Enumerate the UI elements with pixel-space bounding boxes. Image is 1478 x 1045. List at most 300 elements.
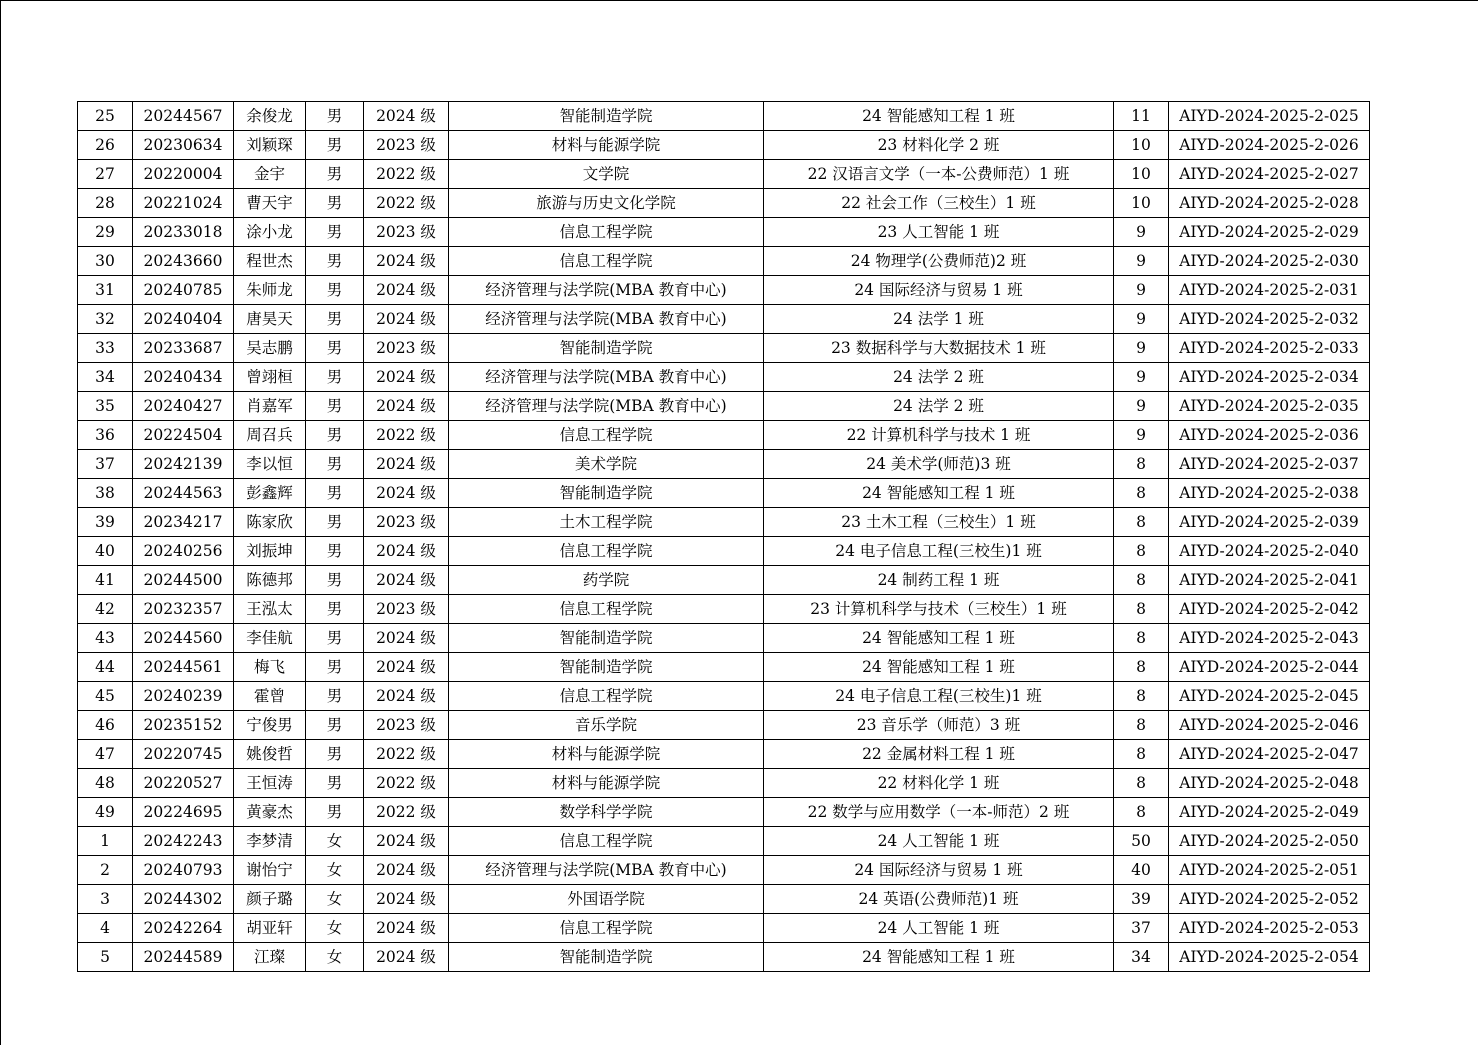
seq-cell: 30 (78, 247, 133, 276)
grade-cell: 2023 级 (364, 218, 449, 247)
seq-cell: 49 (78, 798, 133, 827)
score-cell: 8 (1114, 798, 1169, 827)
class-cell: 22 计算机科学与技术 1 班 (764, 421, 1114, 450)
cert-number-cell: AIYD-2024-2025-2-052 (1169, 885, 1370, 914)
gender-cell: 男 (306, 392, 364, 421)
college-cell: 经济管理与法学院(MBA 教育中心) (449, 363, 764, 392)
table-row (78, 276, 1370, 305)
student-id-cell: 20240239 (133, 682, 234, 711)
student-id-cell: 20235152 (133, 711, 234, 740)
gender-cell: 男 (306, 160, 364, 189)
class-cell: 24 智能感知工程 1 班 (764, 102, 1114, 131)
score-cell: 40 (1114, 856, 1169, 885)
class-cell: 24 法学 2 班 (764, 392, 1114, 421)
score-cell: 8 (1114, 682, 1169, 711)
score-cell: 9 (1114, 247, 1169, 276)
grade-cell: 2023 级 (364, 711, 449, 740)
name-cell: 余俊龙 (234, 102, 306, 131)
student-id-cell: 20244561 (133, 653, 234, 682)
cert-number-cell: AIYD-2024-2025-2-051 (1169, 856, 1370, 885)
class-cell: 24 美术学(师范)3 班 (764, 450, 1114, 479)
gender-cell: 女 (306, 914, 364, 943)
cert-number-cell: AIYD-2024-2025-2-028 (1169, 189, 1370, 218)
cert-number-cell: AIYD-2024-2025-2-040 (1169, 537, 1370, 566)
name-cell: 姚俊哲 (234, 740, 306, 769)
score-cell: 8 (1114, 508, 1169, 537)
student-table (77, 101, 1370, 972)
cert-number-cell: AIYD-2024-2025-2-031 (1169, 276, 1370, 305)
seq-cell: 34 (78, 363, 133, 392)
grade-cell: 2024 级 (364, 102, 449, 131)
grade-cell: 2024 级 (364, 653, 449, 682)
table-row (78, 827, 1370, 856)
class-cell: 23 计算机科学与技术（三校生）1 班 (764, 595, 1114, 624)
college-cell: 智能制造学院 (449, 479, 764, 508)
gender-cell: 男 (306, 189, 364, 218)
college-cell: 文学院 (449, 160, 764, 189)
class-cell: 24 人工智能 1 班 (764, 914, 1114, 943)
gender-cell: 男 (306, 334, 364, 363)
cert-number-cell: AIYD-2024-2025-2-039 (1169, 508, 1370, 537)
name-cell: 彭鑫辉 (234, 479, 306, 508)
gender-cell: 男 (306, 218, 364, 247)
seq-cell: 2 (78, 856, 133, 885)
class-cell: 22 金属材料工程 1 班 (764, 740, 1114, 769)
class-cell: 23 土木工程（三校生）1 班 (764, 508, 1114, 537)
college-cell: 美术学院 (449, 450, 764, 479)
score-cell: 39 (1114, 885, 1169, 914)
grade-cell: 2022 级 (364, 160, 449, 189)
grade-cell: 2023 级 (364, 595, 449, 624)
class-cell: 24 人工智能 1 班 (764, 827, 1114, 856)
table-row (78, 421, 1370, 450)
table-row (78, 798, 1370, 827)
seq-cell: 36 (78, 421, 133, 450)
college-cell: 经济管理与法学院(MBA 教育中心) (449, 856, 764, 885)
grade-cell: 2022 级 (364, 740, 449, 769)
seq-cell: 32 (78, 305, 133, 334)
student-id-cell: 20244567 (133, 102, 234, 131)
class-cell: 24 国际经济与贸易 1 班 (764, 856, 1114, 885)
class-cell: 22 社会工作（三校生）1 班 (764, 189, 1114, 218)
cert-number-cell: AIYD-2024-2025-2-029 (1169, 218, 1370, 247)
cert-number-cell: AIYD-2024-2025-2-046 (1169, 711, 1370, 740)
table-row (78, 711, 1370, 740)
grade-cell: 2023 级 (364, 131, 449, 160)
grade-cell: 2024 级 (364, 624, 449, 653)
gender-cell: 男 (306, 131, 364, 160)
seq-cell: 27 (78, 160, 133, 189)
seq-cell: 35 (78, 392, 133, 421)
table-row (78, 566, 1370, 595)
class-cell: 22 材料化学 1 班 (764, 769, 1114, 798)
table-row (78, 885, 1370, 914)
grade-cell: 2024 级 (364, 537, 449, 566)
cert-number-cell: AIYD-2024-2025-2-027 (1169, 160, 1370, 189)
college-cell: 经济管理与法学院(MBA 教育中心) (449, 276, 764, 305)
name-cell: 涂小龙 (234, 218, 306, 247)
name-cell: 吴志鹏 (234, 334, 306, 363)
score-cell: 10 (1114, 131, 1169, 160)
college-cell: 智能制造学院 (449, 102, 764, 131)
table-row (78, 508, 1370, 537)
seq-cell: 5 (78, 943, 133, 972)
table-body (78, 102, 1370, 972)
score-cell: 9 (1114, 421, 1169, 450)
grade-cell: 2024 级 (364, 827, 449, 856)
student-id-cell: 20244560 (133, 624, 234, 653)
table-row (78, 914, 1370, 943)
name-cell: 李佳航 (234, 624, 306, 653)
score-cell: 8 (1114, 450, 1169, 479)
seq-cell: 43 (78, 624, 133, 653)
score-cell: 8 (1114, 711, 1169, 740)
seq-cell: 44 (78, 653, 133, 682)
table-row (78, 334, 1370, 363)
grade-cell: 2024 级 (364, 885, 449, 914)
college-cell: 信息工程学院 (449, 827, 764, 856)
cert-number-cell: AIYD-2024-2025-2-032 (1169, 305, 1370, 334)
student-id-cell: 20243660 (133, 247, 234, 276)
college-cell: 信息工程学院 (449, 421, 764, 450)
name-cell: 刘振坤 (234, 537, 306, 566)
class-cell: 24 电子信息工程(三校生)1 班 (764, 682, 1114, 711)
table-row (78, 682, 1370, 711)
student-id-cell: 20224695 (133, 798, 234, 827)
gender-cell: 男 (306, 595, 364, 624)
table-row (78, 624, 1370, 653)
table-row (78, 740, 1370, 769)
cert-number-cell: AIYD-2024-2025-2-030 (1169, 247, 1370, 276)
student-id-cell: 20240793 (133, 856, 234, 885)
college-cell: 材料与能源学院 (449, 769, 764, 798)
college-cell: 信息工程学院 (449, 595, 764, 624)
gender-cell: 女 (306, 943, 364, 972)
grade-cell: 2022 级 (364, 189, 449, 218)
name-cell: 周召兵 (234, 421, 306, 450)
seq-cell: 31 (78, 276, 133, 305)
name-cell: 陈家欣 (234, 508, 306, 537)
gender-cell: 男 (306, 624, 364, 653)
student-id-cell: 20230634 (133, 131, 234, 160)
grade-cell: 2024 级 (364, 276, 449, 305)
seq-cell: 4 (78, 914, 133, 943)
cert-number-cell: AIYD-2024-2025-2-050 (1169, 827, 1370, 856)
gender-cell: 男 (306, 682, 364, 711)
grade-cell: 2023 级 (364, 508, 449, 537)
cert-number-cell: AIYD-2024-2025-2-037 (1169, 450, 1370, 479)
college-cell: 智能制造学院 (449, 943, 764, 972)
cert-number-cell: AIYD-2024-2025-2-048 (1169, 769, 1370, 798)
table-row (78, 537, 1370, 566)
gender-cell: 男 (306, 711, 364, 740)
seq-cell: 46 (78, 711, 133, 740)
gender-cell: 男 (306, 740, 364, 769)
table-row (78, 392, 1370, 421)
student-id-cell: 20240256 (133, 537, 234, 566)
student-id-cell: 20242139 (133, 450, 234, 479)
table-row (78, 247, 1370, 276)
name-cell: 曾翊桓 (234, 363, 306, 392)
name-cell: 唐昊天 (234, 305, 306, 334)
cert-number-cell: AIYD-2024-2025-2-049 (1169, 798, 1370, 827)
grade-cell: 2024 级 (364, 363, 449, 392)
seq-cell: 41 (78, 566, 133, 595)
seq-cell: 48 (78, 769, 133, 798)
college-cell: 信息工程学院 (449, 218, 764, 247)
college-cell: 数学科学学院 (449, 798, 764, 827)
score-cell: 9 (1114, 363, 1169, 392)
cert-number-cell: AIYD-2024-2025-2-038 (1169, 479, 1370, 508)
score-cell: 8 (1114, 537, 1169, 566)
student-id-cell: 20240427 (133, 392, 234, 421)
college-cell: 信息工程学院 (449, 682, 764, 711)
class-cell: 23 材料化学 2 班 (764, 131, 1114, 160)
score-cell: 9 (1114, 218, 1169, 247)
grade-cell: 2022 级 (364, 421, 449, 450)
seq-cell: 26 (78, 131, 133, 160)
class-cell: 24 物理学(公费师范)2 班 (764, 247, 1114, 276)
table-row (78, 653, 1370, 682)
name-cell: 李以恒 (234, 450, 306, 479)
class-cell: 22 汉语言文学（一本-公费师范）1 班 (764, 160, 1114, 189)
name-cell: 江璨 (234, 943, 306, 972)
college-cell: 药学院 (449, 566, 764, 595)
college-cell: 经济管理与法学院(MBA 教育中心) (449, 305, 764, 334)
grade-cell: 2024 级 (364, 479, 449, 508)
gender-cell: 男 (306, 508, 364, 537)
score-cell: 37 (1114, 914, 1169, 943)
grade-cell: 2024 级 (364, 566, 449, 595)
gender-cell: 男 (306, 102, 364, 131)
table-row (78, 160, 1370, 189)
name-cell: 陈德邦 (234, 566, 306, 595)
college-cell: 信息工程学院 (449, 537, 764, 566)
seq-cell: 47 (78, 740, 133, 769)
class-cell: 24 法学 1 班 (764, 305, 1114, 334)
table-row (78, 131, 1370, 160)
student-id-cell: 20232357 (133, 595, 234, 624)
student-id-cell: 20240434 (133, 363, 234, 392)
student-id-cell: 20240785 (133, 276, 234, 305)
cert-number-cell: AIYD-2024-2025-2-045 (1169, 682, 1370, 711)
score-cell: 9 (1114, 305, 1169, 334)
student-id-cell: 20242243 (133, 827, 234, 856)
class-cell: 24 智能感知工程 1 班 (764, 624, 1114, 653)
gender-cell: 男 (306, 479, 364, 508)
grade-cell: 2023 级 (364, 334, 449, 363)
student-id-cell: 20233018 (133, 218, 234, 247)
seq-cell: 42 (78, 595, 133, 624)
table-row (78, 479, 1370, 508)
college-cell: 材料与能源学院 (449, 740, 764, 769)
student-id-cell: 20220745 (133, 740, 234, 769)
student-id-cell: 20234217 (133, 508, 234, 537)
gender-cell: 男 (306, 798, 364, 827)
score-cell: 9 (1114, 334, 1169, 363)
college-cell: 智能制造学院 (449, 624, 764, 653)
name-cell: 刘颖琛 (234, 131, 306, 160)
student-id-cell: 20244589 (133, 943, 234, 972)
gender-cell: 男 (306, 305, 364, 334)
student-id-cell: 20244500 (133, 566, 234, 595)
table-row (78, 450, 1370, 479)
cert-number-cell: AIYD-2024-2025-2-043 (1169, 624, 1370, 653)
seq-cell: 33 (78, 334, 133, 363)
student-id-cell: 20233687 (133, 334, 234, 363)
seq-cell: 37 (78, 450, 133, 479)
gender-cell: 女 (306, 885, 364, 914)
college-cell: 旅游与历史文化学院 (449, 189, 764, 218)
seq-cell: 38 (78, 479, 133, 508)
cert-number-cell: AIYD-2024-2025-2-053 (1169, 914, 1370, 943)
college-cell: 信息工程学院 (449, 914, 764, 943)
student-id-cell: 20224504 (133, 421, 234, 450)
class-cell: 23 数据科学与大数据技术 1 班 (764, 334, 1114, 363)
name-cell: 胡亚轩 (234, 914, 306, 943)
cert-number-cell: AIYD-2024-2025-2-026 (1169, 131, 1370, 160)
table-row (78, 102, 1370, 131)
cert-number-cell: AIYD-2024-2025-2-047 (1169, 740, 1370, 769)
score-cell: 34 (1114, 943, 1169, 972)
student-id-cell: 20244302 (133, 885, 234, 914)
name-cell: 王泓太 (234, 595, 306, 624)
score-cell: 8 (1114, 740, 1169, 769)
score-cell: 8 (1114, 566, 1169, 595)
cert-number-cell: AIYD-2024-2025-2-035 (1169, 392, 1370, 421)
score-cell: 8 (1114, 595, 1169, 624)
gender-cell: 女 (306, 827, 364, 856)
name-cell: 曹天宇 (234, 189, 306, 218)
score-cell: 8 (1114, 653, 1169, 682)
name-cell: 宁俊男 (234, 711, 306, 740)
class-cell: 24 英语(公费师范)1 班 (764, 885, 1114, 914)
class-cell: 22 数学与应用数学（一本-师范）2 班 (764, 798, 1114, 827)
seq-cell: 40 (78, 537, 133, 566)
grade-cell: 2024 级 (364, 450, 449, 479)
college-cell: 材料与能源学院 (449, 131, 764, 160)
gender-cell: 男 (306, 363, 364, 392)
table-row (78, 769, 1370, 798)
class-cell: 24 智能感知工程 1 班 (764, 479, 1114, 508)
grade-cell: 2024 级 (364, 856, 449, 885)
gender-cell: 男 (306, 247, 364, 276)
student-id-cell: 20244563 (133, 479, 234, 508)
grade-cell: 2024 级 (364, 682, 449, 711)
grade-cell: 2024 级 (364, 305, 449, 334)
cert-number-cell: AIYD-2024-2025-2-041 (1169, 566, 1370, 595)
seq-cell: 28 (78, 189, 133, 218)
college-cell: 智能制造学院 (449, 653, 764, 682)
gender-cell: 男 (306, 537, 364, 566)
gender-cell: 男 (306, 450, 364, 479)
score-cell: 10 (1114, 160, 1169, 189)
college-cell: 外国语学院 (449, 885, 764, 914)
college-cell: 音乐学院 (449, 711, 764, 740)
grade-cell: 2022 级 (364, 769, 449, 798)
grade-cell: 2024 级 (364, 943, 449, 972)
gender-cell: 男 (306, 421, 364, 450)
class-cell: 24 法学 2 班 (764, 363, 1114, 392)
cert-number-cell: AIYD-2024-2025-2-033 (1169, 334, 1370, 363)
name-cell: 李梦清 (234, 827, 306, 856)
seq-cell: 39 (78, 508, 133, 537)
gender-cell: 男 (306, 653, 364, 682)
table-row (78, 189, 1370, 218)
class-cell: 23 音乐学（师范）3 班 (764, 711, 1114, 740)
class-cell: 24 智能感知工程 1 班 (764, 943, 1114, 972)
score-cell: 9 (1114, 392, 1169, 421)
student-id-cell: 20220004 (133, 160, 234, 189)
cert-number-cell: AIYD-2024-2025-2-034 (1169, 363, 1370, 392)
seq-cell: 1 (78, 827, 133, 856)
college-cell: 智能制造学院 (449, 334, 764, 363)
score-cell: 9 (1114, 276, 1169, 305)
name-cell: 王恒涛 (234, 769, 306, 798)
grade-cell: 2024 级 (364, 914, 449, 943)
gender-cell: 男 (306, 276, 364, 305)
seq-cell: 29 (78, 218, 133, 247)
table-row (78, 595, 1370, 624)
score-cell: 8 (1114, 769, 1169, 798)
grade-cell: 2024 级 (364, 247, 449, 276)
grade-cell: 2022 级 (364, 798, 449, 827)
class-cell: 24 智能感知工程 1 班 (764, 653, 1114, 682)
name-cell: 颜子璐 (234, 885, 306, 914)
table-row (78, 943, 1370, 972)
student-id-cell: 20221024 (133, 189, 234, 218)
cert-number-cell: AIYD-2024-2025-2-025 (1169, 102, 1370, 131)
class-cell: 24 国际经济与贸易 1 班 (764, 276, 1114, 305)
table-row (78, 218, 1370, 247)
gender-cell: 男 (306, 769, 364, 798)
class-cell: 24 制药工程 1 班 (764, 566, 1114, 595)
name-cell: 梅飞 (234, 653, 306, 682)
name-cell: 金宇 (234, 160, 306, 189)
gender-cell: 男 (306, 566, 364, 595)
cert-number-cell: AIYD-2024-2025-2-042 (1169, 595, 1370, 624)
table-row (78, 363, 1370, 392)
name-cell: 黄豪杰 (234, 798, 306, 827)
name-cell: 霍曾 (234, 682, 306, 711)
college-cell: 经济管理与法学院(MBA 教育中心) (449, 392, 764, 421)
score-cell: 8 (1114, 624, 1169, 653)
student-id-cell: 20240404 (133, 305, 234, 334)
college-cell: 信息工程学院 (449, 247, 764, 276)
score-cell: 10 (1114, 189, 1169, 218)
class-cell: 23 人工智能 1 班 (764, 218, 1114, 247)
gender-cell: 女 (306, 856, 364, 885)
cert-number-cell: AIYD-2024-2025-2-036 (1169, 421, 1370, 450)
cert-number-cell: AIYD-2024-2025-2-054 (1169, 943, 1370, 972)
seq-cell: 3 (78, 885, 133, 914)
cert-number-cell: AIYD-2024-2025-2-044 (1169, 653, 1370, 682)
name-cell: 肖嘉军 (234, 392, 306, 421)
name-cell: 谢怡宁 (234, 856, 306, 885)
student-id-cell: 20242264 (133, 914, 234, 943)
seq-cell: 45 (78, 682, 133, 711)
score-cell: 8 (1114, 479, 1169, 508)
score-cell: 11 (1114, 102, 1169, 131)
table-row (78, 856, 1370, 885)
student-id-cell: 20220527 (133, 769, 234, 798)
name-cell: 朱师龙 (234, 276, 306, 305)
score-cell: 50 (1114, 827, 1169, 856)
table-row (78, 305, 1370, 334)
grade-cell: 2024 级 (364, 392, 449, 421)
class-cell: 24 电子信息工程(三校生)1 班 (764, 537, 1114, 566)
college-cell: 土木工程学院 (449, 508, 764, 537)
